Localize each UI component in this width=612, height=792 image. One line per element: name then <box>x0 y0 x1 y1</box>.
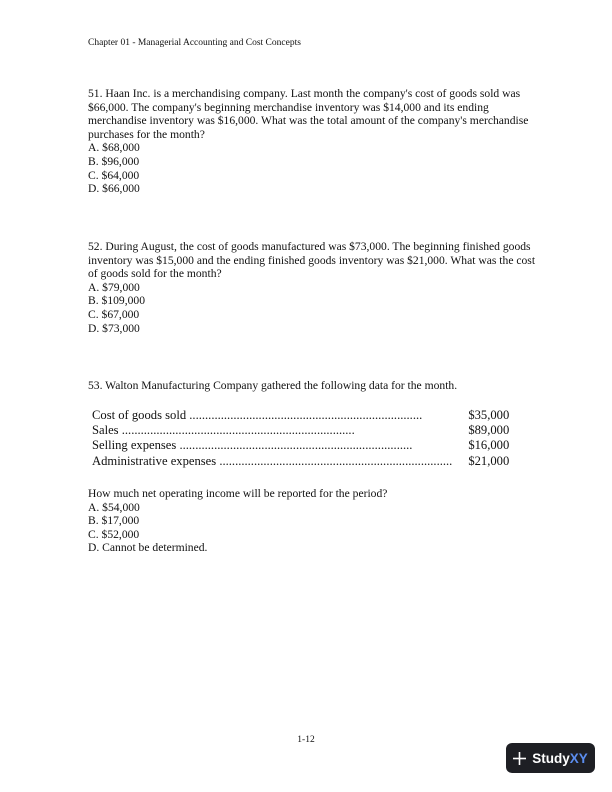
option-c: C. $67,000 <box>88 307 140 321</box>
option-a: A. $54,000 <box>88 500 140 514</box>
question-53-followup <box>88 487 538 555</box>
data-table <box>92 408 509 469</box>
row-label: Cost of goods sold ..... <box>92 408 452 423</box>
option-a: A. $79,000 <box>88 280 140 294</box>
answer-options <box>88 281 538 335</box>
table-row <box>92 408 509 423</box>
row-value: $35,000 <box>468 408 510 422</box>
table-row <box>92 423 509 438</box>
row-label: Selling expenses ..... <box>92 438 452 453</box>
option-b: B. $96,000 <box>88 154 140 168</box>
table-row <box>92 438 509 453</box>
question-text: How much net operating income will be reported for the period? <box>88 487 388 500</box>
option-b: B. $109,000 <box>88 294 146 308</box>
answer-options <box>88 141 538 195</box>
option-a: A. $68,000 <box>88 141 140 155</box>
question-52 <box>88 240 538 335</box>
option-c: C. $64,000 <box>88 168 140 182</box>
option-d: D. $73,000 <box>88 321 140 335</box>
badge-text-main: Study <box>532 750 570 766</box>
option-c: C. $52,000 <box>88 527 140 541</box>
row-label: Sales ..... <box>92 423 452 438</box>
row-value: $21,000 <box>468 453 510 468</box>
question-53 <box>88 379 538 393</box>
option-b: B. $17,000 <box>88 514 140 528</box>
plus-icon <box>513 752 526 765</box>
studyxy-badge[interactable] <box>506 743 595 773</box>
question-text: 51. Haan Inc. is a merchandising company. Last month the company's cost of goods sold was $66,000. The company's beginning merchandise inventory was $14,000 and its ending merchandise inventory was $16,000. What was the total amount of the company's merchandise purchases for the month? <box>88 87 529 141</box>
row-label: Administrative expenses ..... <box>92 454 452 469</box>
question-text: 53. Walton Manufacturing Company gathered the following data for the month. <box>88 379 458 392</box>
row-value: $89,000 <box>468 423 510 438</box>
option-d: D. $66,000 <box>88 182 140 196</box>
answer-options <box>88 501 538 555</box>
page-header: Chapter 01 - Managerial Accounting and Cost Concepts <box>88 38 301 48</box>
question-text: 52. During August, the cost of goods manufactured was $73,000. The beginning finished goods inventory was $15,000 and the ending finished goods inventory was $21,000. What was the cost of goods sold for the month? <box>88 240 536 281</box>
row-value: $16,000 <box>468 438 510 453</box>
option-d: D. Cannot be determined. <box>88 541 208 555</box>
question-51 <box>88 87 538 196</box>
table-row <box>92 454 509 469</box>
badge-text-accent: XY <box>569 750 588 766</box>
page-number: 1-12 <box>297 735 315 745</box>
